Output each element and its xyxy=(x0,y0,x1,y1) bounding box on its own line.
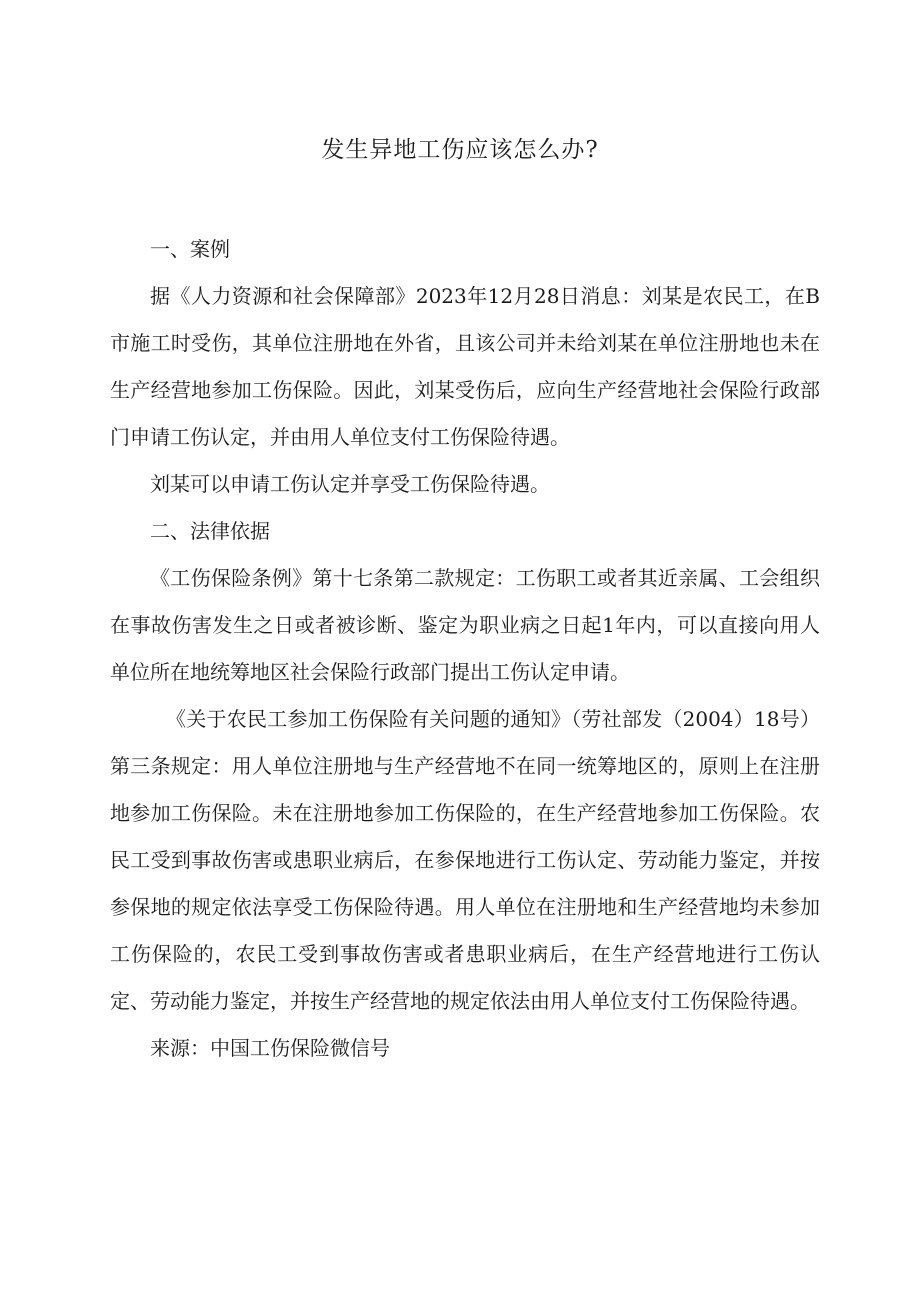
section-heading-legal-basis: 二、法律依据 xyxy=(150,519,270,543)
source-line: 来源：中国工伤保险微信号 xyxy=(150,1036,390,1060)
case-conclusion-paragraph: 刘某可以申请工伤认定并享受工伤保险待遇。 xyxy=(150,472,550,496)
legal-basis-paragraph-notice: 《关于农民工参加工伤保险有关问题的通知》（劳社部发（2004）18号）第三条规定：用人单位注册地与生产经营地不在同一统筹地区的，原则上在注册地参加工伤保险。未在注册地参加工伤保险的，在生产经营地参加工伤保险。农民工受到事故伤害或患职业病后，在参保地进行工伤认定、劳动能力鉴定，并按参保地的规定依法享受工伤保险待遇。用人单位在注册地和生产经营地均未参加工伤保险的，农民工受到事故伤害或者患职业病后，在生产经营地进行工伤认定、劳动能力鉴定，并按生产经营地的规定依法由用人单位支付工伤保险待遇。 xyxy=(110,707,820,1013)
section-heading-case: 一、案例 xyxy=(150,237,230,261)
case-paragraph: 据《人力资源和社会保障部》2023年12月28日消息：刘某是农民工，在B市施工时受伤，其单位注册地在外省，且该公司并未给刘某在单位注册地也未在生产经营地参加工伤保险。因此，刘某受伤后，应向生产经营地社会保险行政部门申请工伤认定，并由用人单位支付工伤保险待遇。 xyxy=(110,284,820,449)
document-title: 发生异地工伤应该怎么办? xyxy=(321,137,599,163)
legal-basis-paragraph-regulation: 《工伤保险条例》第十七条第二款规定：工伤职工或者其近亲属、工会组织在事故伤害发生之日或者被诊断、鉴定为职业病之日起1年内，可以直接向用人单位所在地统筹地区社会保险行政部门提出工伤认定申请。 xyxy=(110,566,820,684)
document-body xyxy=(110,226,820,1072)
